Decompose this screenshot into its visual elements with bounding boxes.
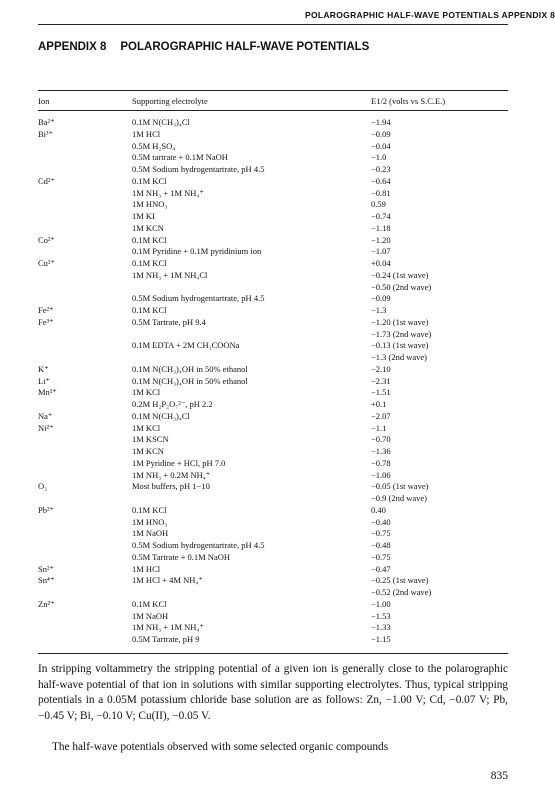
table-row bbox=[38, 517, 508, 528]
table-row bbox=[38, 399, 508, 410]
electrolyte-cell: 0.1M KCl bbox=[132, 258, 167, 268]
table-row bbox=[38, 540, 508, 551]
header-rule bbox=[38, 24, 508, 25]
potential-cell: −0.48 bbox=[371, 540, 391, 550]
electrolyte-cell: 0.1M KCl bbox=[132, 305, 167, 315]
page-number: 835 bbox=[490, 770, 508, 782]
table-top-rule bbox=[38, 90, 508, 91]
potential-cell: −1.0 bbox=[371, 152, 387, 163]
electrolyte-cell: 0.5M Sodium hydrogentartrate, pH 4.5 bbox=[132, 164, 265, 174]
potential-cell: −0.81 bbox=[371, 187, 391, 198]
electrolyte-cell: 0.1M KCl bbox=[132, 504, 167, 515]
potential-cell: −1.3 (2nd wave) bbox=[371, 352, 428, 362]
potential-cell: −0.24 (1st wave) bbox=[371, 269, 429, 280]
table-row bbox=[38, 364, 508, 375]
appendix-heading: POLAROGRAPHIC HALF-WAVE POTENTIALS bbox=[120, 41, 370, 53]
potential-cell: −1.20 bbox=[371, 234, 391, 245]
table-row bbox=[38, 199, 508, 210]
electrolyte-cell: 1M HCl bbox=[132, 563, 161, 574]
electrolyte-cell: 1M NaOH bbox=[132, 610, 169, 621]
electrolyte-cell: 0.1M KCl bbox=[132, 234, 167, 245]
table-bottom-rule bbox=[38, 653, 508, 654]
table-row bbox=[38, 493, 508, 504]
electrolyte-cell: 1M HNO₃ bbox=[132, 516, 168, 527]
table-row bbox=[38, 423, 508, 434]
potential-cell: −0.40 bbox=[371, 516, 391, 527]
electrolyte-cell: 0.1M N(CH₃)₄Cl bbox=[132, 410, 190, 421]
table-row bbox=[38, 270, 508, 281]
electrolyte-cell: 0.1M N(CH₃)₄Cl bbox=[132, 117, 190, 127]
body-paragraph-2: The half-wave potentials observed with some selected organic compounds bbox=[52, 741, 389, 753]
electrolyte-cell: 1M NH₃ + 1M NH₄⁺ bbox=[132, 622, 204, 633]
electrolyte-cell: 1M KCN bbox=[132, 222, 164, 233]
potential-cell: −0.9 (2nd wave) bbox=[371, 493, 428, 503]
potential-cell: −1.53 bbox=[371, 610, 391, 621]
table-row bbox=[38, 282, 508, 293]
body-paragraph-1: In stripping voltammetry the stripping potential of a given ion is generally close to the polarographic half-wave potential of that ion in solutions with similar supporting electrolytes. Thus, typical stripping potentials in a 0.05M potassium chloride base solution are as follows: Zn, −1.00 V; Cd, −0.07 V; Pb, −0.45 V; Bi, −0.10 V; Cu(II), −0.05 V. bbox=[38, 663, 508, 722]
table-row bbox=[38, 611, 508, 622]
potential-cell: −0.25 (1st wave) bbox=[371, 575, 429, 586]
potential-cell: −0.09 bbox=[371, 128, 391, 139]
electrolyte-cell: 0.5M tartrate + 0.1M NaOH bbox=[132, 152, 228, 163]
table-row bbox=[38, 246, 508, 257]
table-row bbox=[38, 176, 508, 187]
electrolyte-cell: 1M HCl bbox=[132, 128, 161, 139]
table-row bbox=[38, 340, 508, 351]
ion-cell: Fe³⁺ bbox=[38, 316, 54, 327]
table-row bbox=[38, 258, 508, 269]
table-row bbox=[38, 387, 508, 398]
electrolyte-cell: 1M NH₃ + 1M NH₄⁺ bbox=[132, 187, 204, 198]
electrolyte-cell: 0.1M N(CH₃)₄OH in 50% ethanol bbox=[132, 363, 248, 374]
electrolyte-cell: 1M NH₃ + 0.2M NH₄⁺ bbox=[132, 469, 211, 480]
electrolyte-cell: 1M KCl bbox=[132, 387, 161, 398]
potential-cell: −1.20 (1st wave) bbox=[371, 316, 429, 327]
potential-cell: +0.04 bbox=[371, 258, 391, 268]
table-row bbox=[38, 505, 508, 516]
ion-cell: Zn²⁺ bbox=[38, 598, 55, 609]
electrolyte-cell: 1M HCl + 4M NH₄⁺ bbox=[132, 575, 203, 586]
potential-cell: −2.10 bbox=[371, 363, 391, 374]
potential-cell: −1.1 bbox=[371, 422, 387, 433]
potential-cell: −1.00 bbox=[371, 598, 391, 609]
electrolyte-cell: 1M Pyridine + HCl, pH 7.0 bbox=[132, 457, 226, 468]
potential-cell: −0.05 (1st wave) bbox=[371, 481, 429, 492]
electrolyte-cell: 1M KCN bbox=[132, 446, 164, 456]
table-row bbox=[38, 634, 508, 645]
table-row bbox=[38, 564, 508, 575]
potential-cell: −0.09 bbox=[371, 293, 391, 304]
electrolyte-cell: 0.5M H₂SO₄ bbox=[132, 140, 176, 151]
ion-cell: Ba²⁺ bbox=[38, 117, 55, 127]
appendix-title bbox=[38, 41, 369, 53]
potential-cell: −0.70 bbox=[371, 434, 391, 445]
table-row bbox=[38, 599, 508, 610]
potential-cell: −0.75 bbox=[371, 551, 391, 562]
table-row bbox=[38, 152, 508, 163]
electrolyte-cell: 0.2M H₂P₂O₇²⁻, pH 2.2 bbox=[132, 399, 213, 409]
table-row bbox=[38, 352, 508, 363]
table-row bbox=[38, 164, 508, 175]
table-row bbox=[38, 141, 508, 152]
electrolyte-cell: 0.1M KCl bbox=[132, 175, 167, 186]
table-row bbox=[38, 411, 508, 422]
ion-cell: Cu²⁺ bbox=[38, 258, 55, 268]
electrolyte-cell: 1M NH₃ + 1M NH₄Cl bbox=[132, 269, 208, 280]
electrolyte-cell: 0.1M N(CH₃)₄OH in 50% ethanol bbox=[132, 375, 248, 386]
electrolyte-cell: 1M HNO₃ bbox=[132, 199, 168, 210]
potential-cell: −1.06 bbox=[371, 469, 391, 480]
table-row bbox=[38, 552, 508, 563]
ion-cell: Li⁺ bbox=[38, 375, 51, 386]
potential-cell: −0.78 bbox=[371, 457, 391, 468]
table-row bbox=[38, 223, 508, 234]
table-row bbox=[38, 211, 508, 222]
potential-cell: +0.1 bbox=[371, 399, 387, 409]
electrolyte-cell: 0.5M Sodium hydrogentartrate, pH 4.5 bbox=[132, 540, 265, 550]
electrolyte-cell: 1M KI bbox=[132, 211, 155, 221]
potential-cell: −1.18 bbox=[371, 222, 391, 233]
ion-cell: O₂ bbox=[38, 481, 48, 492]
potential-cell: −0.75 bbox=[371, 528, 391, 539]
electrolyte-cell: 0.5M Tartrate, pH 9 bbox=[132, 634, 200, 644]
electrolyte-cell: 1M KSCN bbox=[132, 434, 169, 445]
table-row bbox=[38, 376, 508, 387]
ion-cell: Bi³⁺ bbox=[38, 128, 54, 139]
table-row bbox=[38, 117, 508, 128]
potential-cell: −0.52 (2nd wave) bbox=[371, 587, 432, 597]
table-row bbox=[38, 188, 508, 199]
table-row bbox=[38, 129, 508, 140]
table-row bbox=[38, 481, 508, 492]
electrolyte-cell: 0.1M KCl bbox=[132, 598, 167, 609]
electrolyte-cell: 0.5M Sodium hydrogentartrate, pH 4.5 bbox=[132, 293, 265, 304]
electrolyte-cell: 0.5M Tartrate + 0.1M NaOH bbox=[132, 551, 230, 562]
potential-cell: −0.04 bbox=[371, 140, 391, 151]
potential-cell: −1.94 bbox=[371, 117, 391, 127]
electrolyte-cell: 0.1M EDTA + 2M CH₃COONa bbox=[132, 340, 240, 351]
ion-cell: Mn²⁺ bbox=[38, 387, 57, 398]
potential-cell: −0.74 bbox=[371, 211, 391, 221]
table-row bbox=[38, 528, 508, 539]
ion-cell: Ni²⁺ bbox=[38, 422, 54, 433]
ion-cell: Fe²⁺ bbox=[38, 305, 54, 315]
potential-cell: −0.64 bbox=[371, 175, 391, 186]
table-row bbox=[38, 575, 508, 586]
ion-cell: Na⁺ bbox=[38, 410, 53, 421]
potential-cell: −1.15 bbox=[371, 634, 391, 644]
potential-cell: −1.36 bbox=[371, 446, 391, 456]
table-row bbox=[38, 434, 508, 445]
column-header-potential: E1/2 (volts vs S.C.E.) bbox=[371, 96, 446, 106]
table-row bbox=[38, 293, 508, 304]
electrolyte-cell: 0.1M Pyridine + 0.1M pyridinium ion bbox=[132, 246, 262, 257]
table-row bbox=[38, 305, 508, 316]
electrolyte-cell: 1M KCl bbox=[132, 422, 161, 433]
potential-cell: −1.51 bbox=[371, 387, 391, 398]
potential-cell: −1.3 bbox=[371, 305, 387, 315]
electrolyte-cell: Most buffers, pH 1−10 bbox=[132, 481, 210, 492]
electrolyte-cell: 0.5M Tartrate, pH 9.4 bbox=[132, 316, 206, 327]
ion-cell: K⁺ bbox=[38, 363, 49, 374]
potential-cell: −2.07 bbox=[371, 410, 391, 421]
running-head: POLAROGRAPHIC HALF-WAVE POTENTIALS APPENDIX 8 bbox=[305, 10, 555, 20]
table-row bbox=[38, 329, 508, 340]
potential-cell: −2.31 bbox=[371, 375, 391, 386]
ion-cell: Co²⁺ bbox=[38, 234, 55, 245]
table-header-rule bbox=[38, 110, 508, 111]
table-row bbox=[38, 235, 508, 246]
ion-cell: Cd²⁺ bbox=[38, 175, 55, 186]
column-header-electrolyte: Supporting electrolyte bbox=[132, 96, 208, 106]
table-row bbox=[38, 470, 508, 481]
potential-cell: −1.33 bbox=[371, 622, 391, 633]
ion-cell: Sn²⁺ bbox=[38, 563, 55, 574]
potential-cell: −0.23 bbox=[371, 164, 391, 174]
table-row bbox=[38, 458, 508, 469]
ion-cell: Pb²⁺ bbox=[38, 504, 55, 515]
appendix-number: APPENDIX 8 bbox=[38, 41, 107, 53]
electrolyte-cell: 1M NaOH bbox=[132, 528, 169, 539]
ion-cell: Sn⁴⁺ bbox=[38, 575, 55, 586]
potential-cell: −0.13 (1st wave) bbox=[371, 340, 429, 351]
potential-cell: 0.40 bbox=[371, 504, 386, 515]
potential-cell: −0.47 bbox=[371, 563, 391, 574]
potential-cell: −1.73 (2nd wave) bbox=[371, 328, 432, 339]
column-header-ion: Ion bbox=[38, 96, 50, 106]
table-row bbox=[38, 587, 508, 598]
potential-cell: −0.50 (2nd wave) bbox=[371, 281, 432, 292]
potential-cell: 0.59 bbox=[371, 199, 386, 210]
potential-cell: −1.07 bbox=[371, 246, 391, 257]
table-row bbox=[38, 317, 508, 328]
table-row bbox=[38, 446, 508, 457]
table-row bbox=[38, 622, 508, 633]
